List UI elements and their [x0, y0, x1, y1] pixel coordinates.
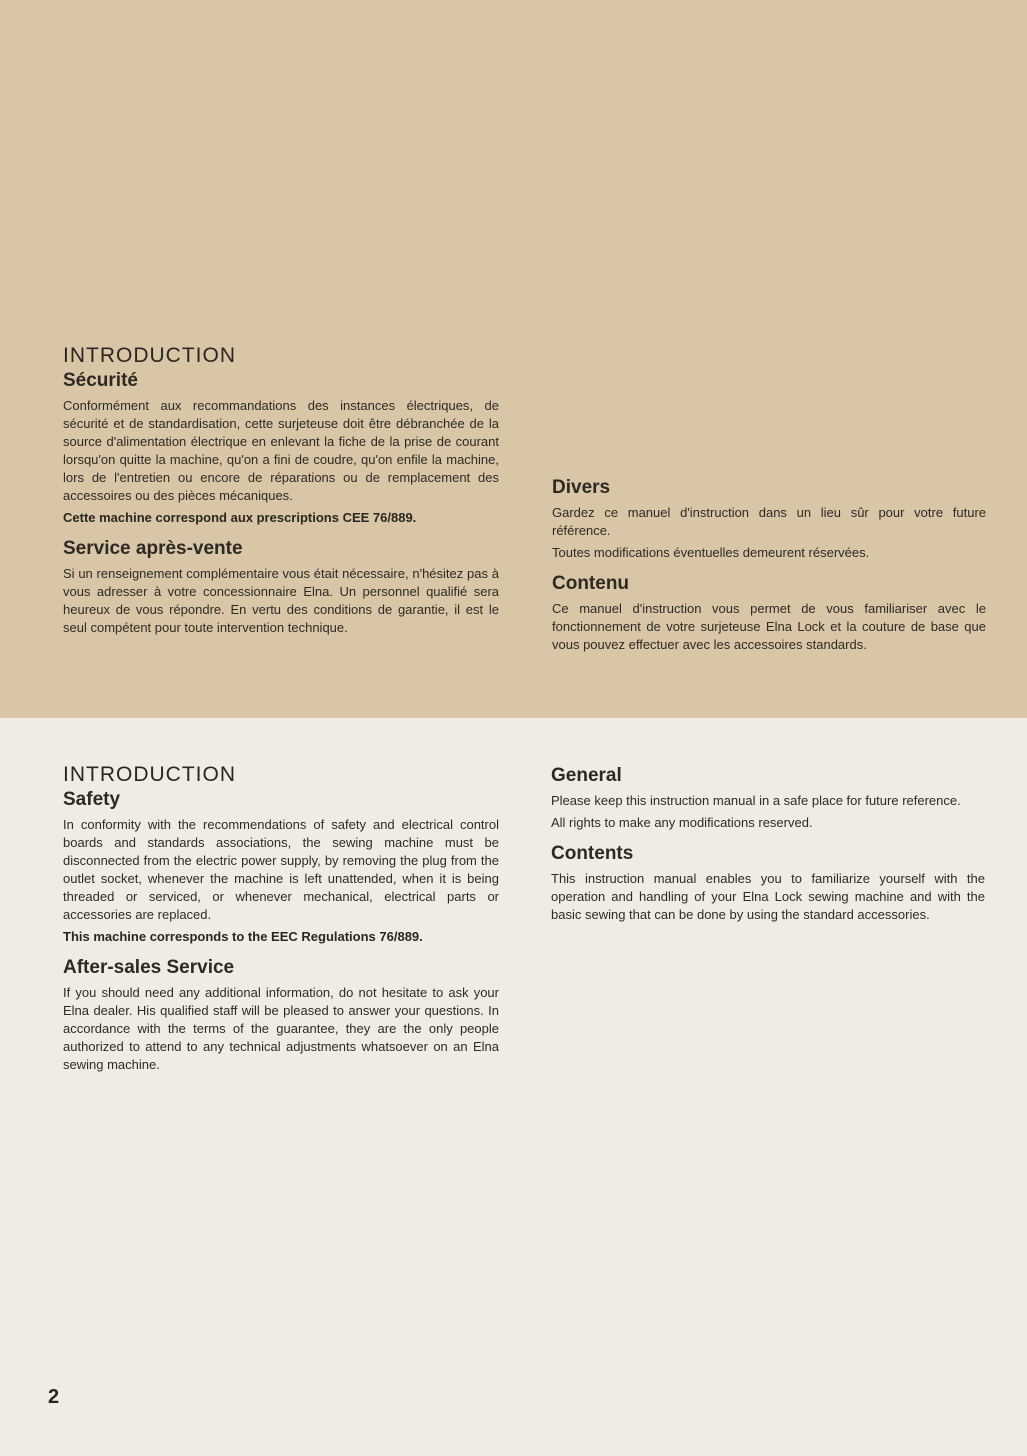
fr-general-text-1: Gardez ce manuel d'instruction dans un lieu sûr pour votre future référence. [552, 505, 986, 538]
en-service-heading: After-sales Service [63, 957, 235, 978]
en-service-text: If you should need any additional information, do not hesitate to ask your Elna dealer. His qualified staff will be pleased to answer your questions. In accordance with the terms of the guarantee, they are the only people authorized to attend to any technical adjustments whatsoever on an Elna sewing machine. [63, 985, 499, 1072]
fr-safety-note: Cette machine correspond aux prescriptions CEE 76/889. [63, 510, 417, 525]
french-left-column [63, 343, 499, 637]
en-safety-note: This machine corresponds to the EEC Regulations 76/889. [63, 929, 423, 944]
fr-contents-text: Ce manuel d'instruction vous permet de vous familiariser avec le fonctionnement de votre surjeteuse Elna Lock et la couture de base que vous pouvez effectuer avec les accessoires standards. [552, 601, 986, 652]
en-general-text-2: All rights to make any modifications reserved. [551, 815, 813, 830]
english-right-column [551, 764, 985, 924]
fr-safety-text: Conformément aux recommandations des instances électriques, de sécurité et de standardisation, cette surjeteuse doit être débranchée de la source d'alimentation électrique en enlevant la fiche de la prise de courant lorsqu'on quitte la machine, qu'on a fini de coudre, qu'on enfile la machine, lors de l'entretien ou encore de réparations ou de remplacement des accessoires ou des pièces mécaniques. [63, 398, 499, 503]
french-right-column [552, 476, 986, 654]
fr-safety-heading: Sécurité [63, 370, 138, 391]
en-safety-heading: Safety [63, 789, 121, 810]
en-contents-heading: Contents [551, 843, 634, 864]
fr-contents-heading: Contenu [552, 573, 630, 594]
en-contents-text: This instruction manual enables you to familiarize yourself with the operation and handling of your Elna Lock sewing machine and with the basic sewing that can be done by using the standard accessories. [551, 871, 985, 922]
fr-service-text: Si un renseignement complémentaire vous était nécessaire, n'hésitez pas à vous adresser à votre concessionnaire Elna. Un personnel qualifié sera heureux de vous répondre. En vertu des conditions de garantie, il est le seul compétent pour toute intervention technique. [63, 566, 499, 635]
page-number: 2 [48, 1386, 60, 1408]
fr-introduction-heading: INTRODUCTION [63, 344, 236, 367]
en-general-text-1: Please keep this instruction manual in a safe place for future reference. [551, 793, 961, 808]
fr-general-heading: Divers [552, 477, 611, 498]
fr-service-heading: Service après-vente [63, 538, 243, 559]
en-introduction-heading: INTRODUCTION [63, 763, 236, 786]
english-left-column [63, 762, 499, 1074]
en-safety-text: In conformity with the recommendations of safety and electrical control boards and standards associations, the sewing machine must be disconnected from the electric power supply, by removing the plug from the outlet socket, whenever the machine is left unattended, when it is being threaded or serviced, or whenever mechanical, electrical parts or accessories are replaced. [63, 817, 499, 922]
en-general-heading: General [551, 765, 622, 786]
fr-general-text-2: Toutes modifications éventuelles demeurent réservées. [552, 545, 870, 560]
